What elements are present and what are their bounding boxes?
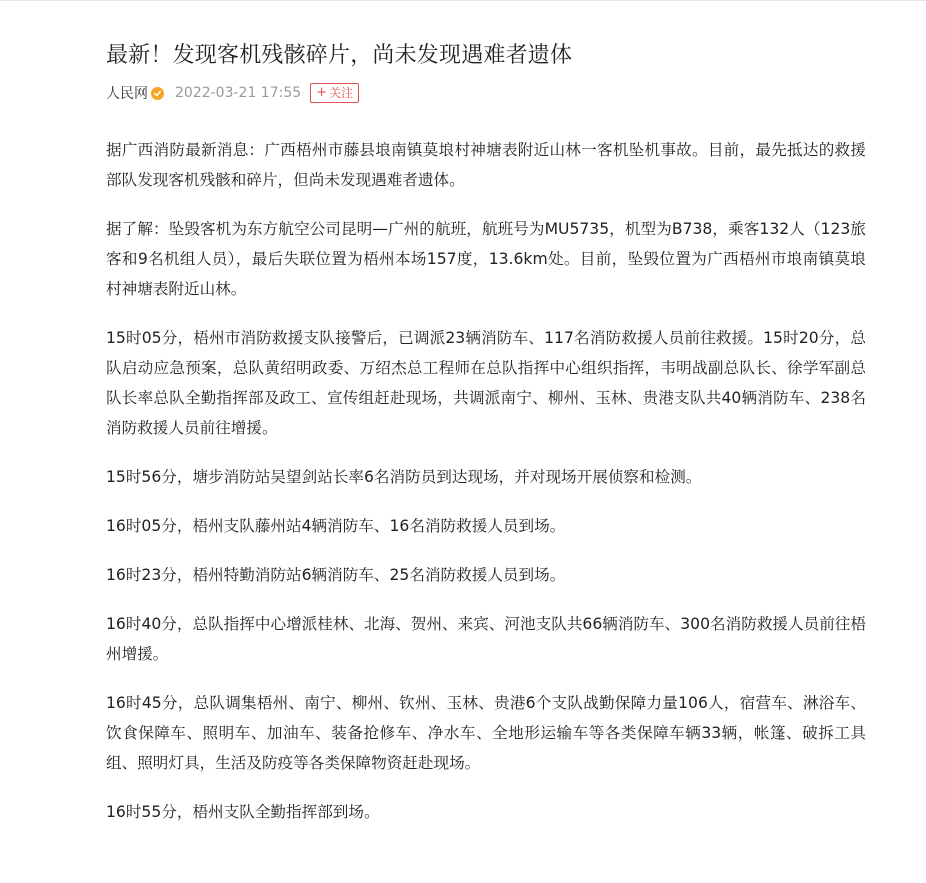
- follow-label: 关注: [329, 86, 354, 100]
- paragraph: 16时55分，梧州支队全勤指挥部到场。: [106, 803, 380, 821]
- paragraph: 16时45分，总队调集梧州、南宁、柳州、钦州、玉林、贵港6个支队战勤保障力量106人，宿营车、淋浴车、饮食保障车、照明车、加油车、装备抢修车、净水车、全地形运输车等各类保障车辆33辆，帐篷、破拆工具组、照明灯具，生活及防疫等各类保障物资赶赴现场。: [106, 694, 866, 772]
- top-divider: [0, 0, 926, 1]
- follow-button[interactable]: [310, 83, 359, 103]
- article-body: [106, 135, 866, 846]
- paragraph: 16时23分，梧州特勤消防站6辆消防车、25名消防救援人员到场。: [106, 566, 566, 584]
- article-meta: [106, 82, 359, 104]
- article-title: 最新！发现客机残骸碎片，尚未发现遇难者遗体: [106, 43, 573, 68]
- paragraph: 据广西消防最新消息：广西梧州市藤县埌南镇莫埌村神塘表附近山林一客机坠机事故。目前，最先抵达的救援部队发现客机残骸和碎片，但尚未发现遇难者遗体。: [106, 141, 866, 189]
- plus-icon: +: [316, 85, 328, 100]
- paragraph: 16时05分，梧州支队藤州站4辆消防车、16名消防救援人员到场。: [106, 517, 566, 535]
- paragraph: 15时56分，塘步消防站吴望剑站长率6名消防员到达现场，并对现场开展侦察和检测。: [106, 468, 702, 486]
- source-name[interactable]: 人民网: [106, 86, 148, 102]
- publish-time: 2022-03-21 17:55: [175, 85, 302, 101]
- paragraph: 据了解：坠毁客机为东方航空公司昆明—广州的航班，航班号为MU5735，机型为B738，乘客132人（123旅客和9名机组人员），最后失联位置为梧州本场157度，13.6km处。目前，坠毁位置为广西梧州市埌南镇莫埌村神塘表附近山林。: [106, 220, 866, 298]
- verified-badge-icon: [151, 87, 164, 100]
- paragraph: 15时05分，梧州市消防救援支队接警后，已调派23辆消防车、117名消防救援人员前往救援。15时20分，总队启动应急预案，总队黄绍明政委、万绍杰总工程师在总队指挥中心组织指挥，韦明战副总队长、徐学军副总队长率总队全勤指挥部及政工、宣传组赶赴现场，共调派南宁、柳州、玉林、贵港支队共40辆消防车、238名消防救援人员前往增援。: [106, 329, 866, 437]
- paragraph: 16时40分，总队指挥中心增派桂林、北海、贺州、来宾、河池支队共66辆消防车、300名消防救援人员前往梧州增援。: [106, 615, 866, 663]
